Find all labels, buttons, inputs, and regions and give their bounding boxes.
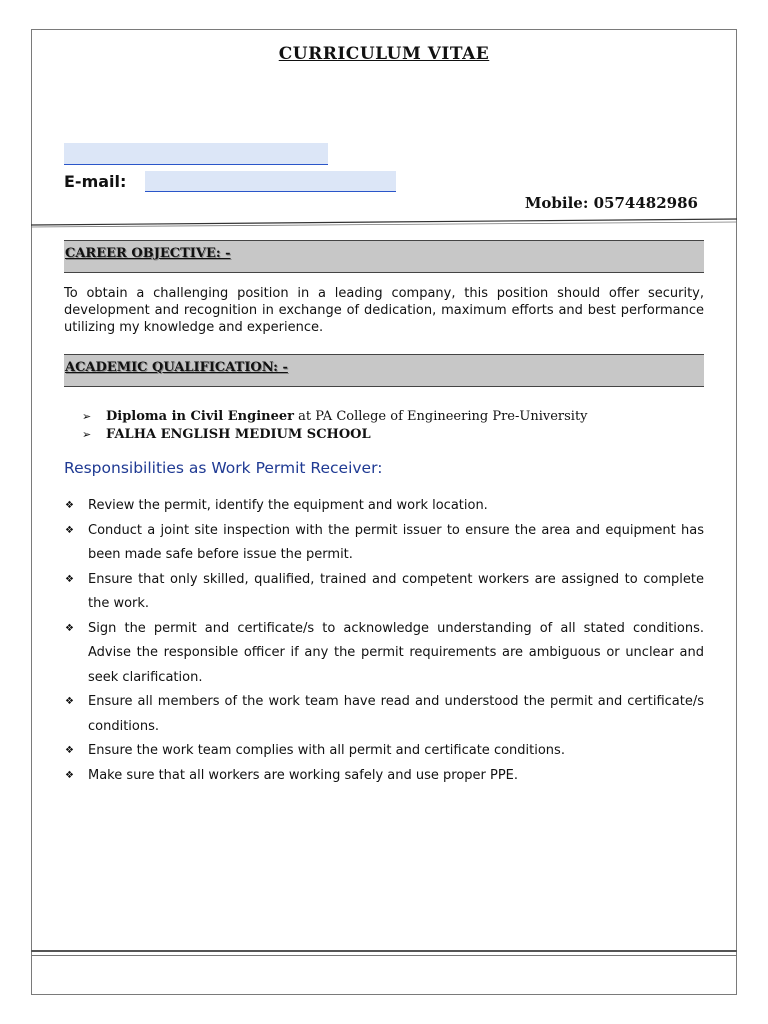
list-item-text: Sign the permit and certificate/s to acknowledge understanding of all stated conditions. Advise the responsible officer if any the permit requirements are ambiguous or unclear and seek clarification.	[88, 620, 704, 685]
diamond-bullet-icon: ❖	[65, 622, 74, 634]
diamond-bullet-icon: ❖	[65, 524, 74, 536]
name-field[interactable]	[64, 143, 328, 165]
mobile-label: Mobile:	[524, 194, 589, 212]
footer-divider-secondary	[31, 955, 737, 956]
qualification-title: FALHA ENGLISH MEDIUM SCHOOL	[106, 427, 371, 442]
list-item	[64, 494, 704, 519]
qualification-list	[82, 408, 588, 444]
list-item-text: Conduct a joint site inspection with the permit issuer to ensure the area and equipment has been made safe before issue the permit.	[88, 522, 704, 562]
qualification-detail: at PA College of Engineering Pre-University	[294, 409, 588, 424]
email-field[interactable]	[145, 171, 396, 192]
mobile-contact	[525, 194, 698, 212]
list-item	[64, 690, 704, 739]
responsibilities-list	[64, 494, 704, 788]
career-objective-text: To obtain a challenging position in a leading company, this position should offer security, development and recognition in exchange of dedication, maximum efforts and best performance utilizing my knowledge and experience.	[64, 286, 704, 335]
career-objective-section	[64, 240, 704, 273]
list-item-text: Make sure that all workers are working safely and use proper PPE.	[88, 767, 519, 783]
list-item	[64, 764, 704, 789]
list-item-text: Ensure the work team complies with all permit and certificate conditions.	[88, 743, 565, 758]
qualification-item	[82, 408, 588, 426]
responsibilities-heading: Responsibilities as Work Permit Receiver:	[64, 459, 383, 477]
qualification-title: Diploma in Civil Engineer	[106, 409, 295, 424]
mobile-number: 0574482986	[593, 194, 698, 212]
list-item	[64, 519, 704, 568]
email-label: E-mail:	[64, 172, 127, 191]
diamond-bullet-icon: ❖	[65, 696, 74, 707]
arrow-bullet-icon: ➢	[82, 410, 92, 423]
diamond-bullet-icon: ❖	[65, 500, 74, 511]
list-item	[64, 739, 704, 764]
list-item-text: Ensure all members of the work team have read and understood the permit and certificate/s conditions.	[88, 694, 704, 734]
diamond-bullet-icon: ❖	[65, 573, 74, 585]
career-objective-heading: CAREER OBJECTIVE: -	[65, 246, 231, 261]
list-item	[64, 617, 704, 691]
academic-heading: ACADEMIC QUALIFICATION: -	[65, 360, 288, 375]
list-item-text: Review the permit, identify the equipment and work location.	[88, 498, 488, 513]
page-title: CURRICULUM VITAE	[278, 44, 490, 64]
academic-section	[64, 354, 704, 387]
header-divider	[0, 212, 768, 228]
qualification-item	[82, 426, 588, 444]
diamond-bullet-icon: ❖	[65, 745, 74, 756]
footer-divider	[31, 950, 737, 952]
diamond-bullet-icon: ❖	[65, 769, 74, 781]
list-item-text: Ensure that only skilled, qualified, trained and competent workers are assigned to complete the work.	[88, 571, 704, 611]
arrow-bullet-icon: ➢	[82, 428, 92, 441]
list-item	[64, 568, 704, 617]
